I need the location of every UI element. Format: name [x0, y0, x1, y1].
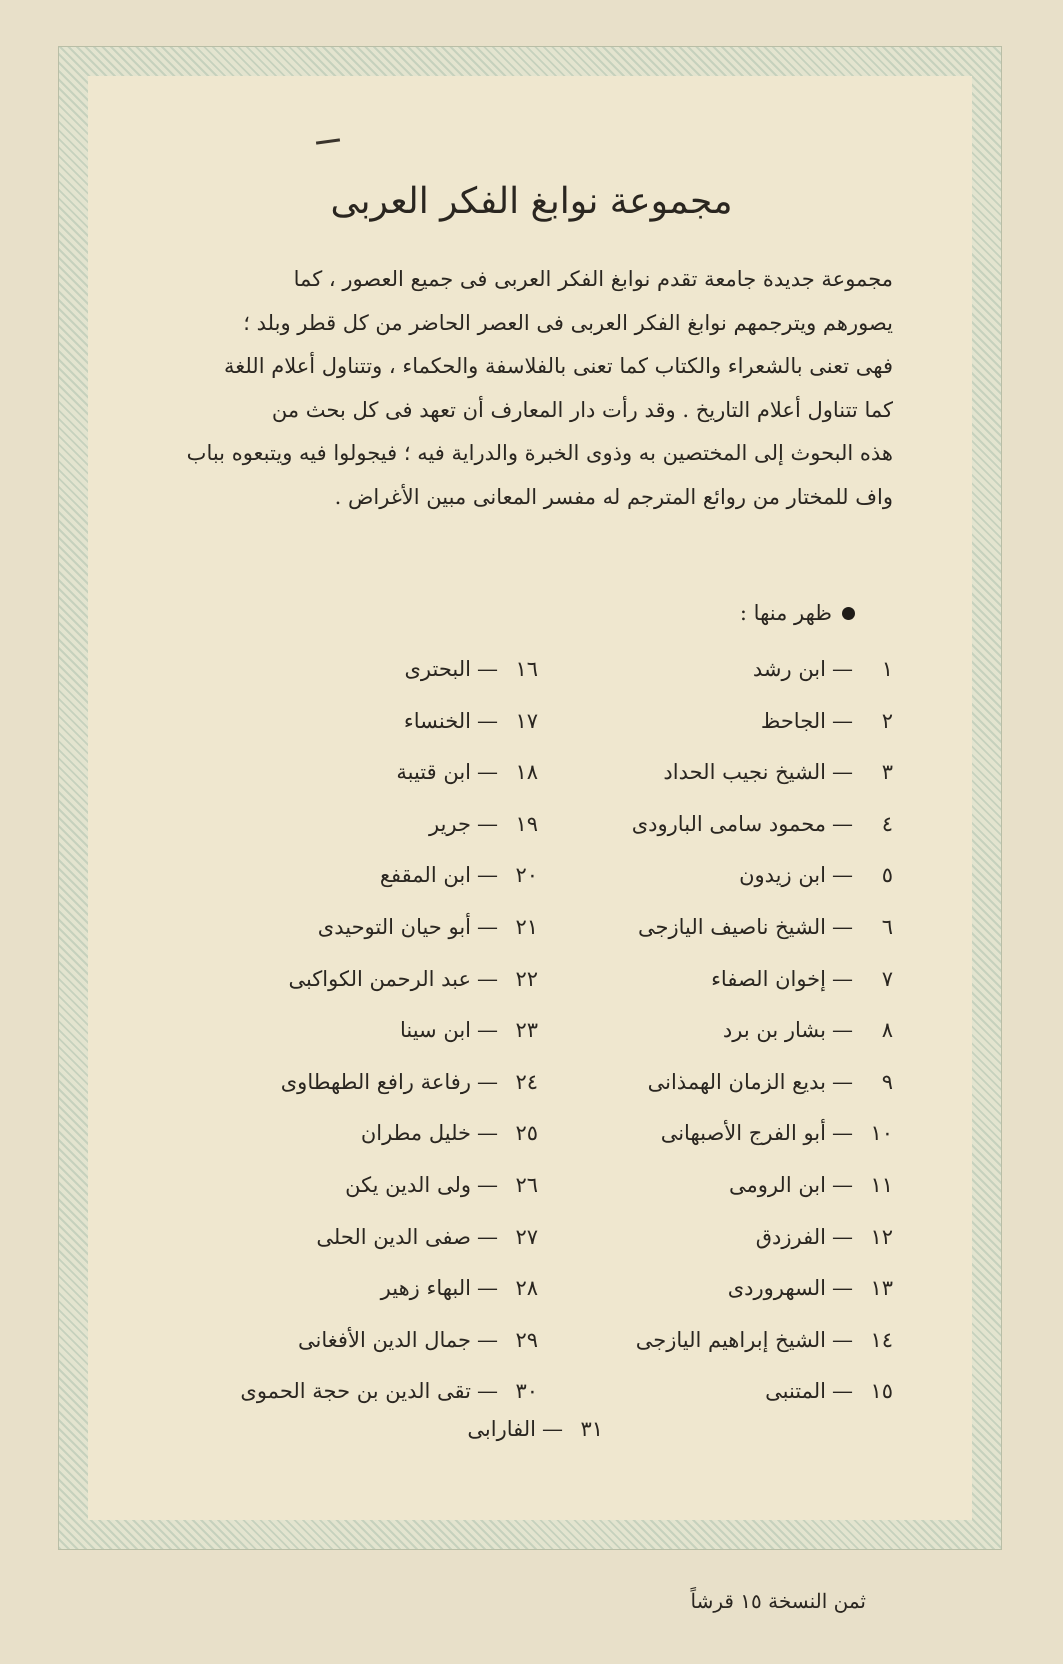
- list-item-name: صفى الدين الحلى: [316, 1224, 471, 1249]
- list-item-name: ابن المقفع: [379, 863, 471, 888]
- list-item-separator: —: [832, 708, 853, 733]
- list-item-separator: —: [832, 1069, 853, 1094]
- list-item-separator: —: [477, 863, 498, 888]
- list-item-separator: —: [832, 914, 853, 939]
- list-item-name: رفاعة رافع الطهطاوى: [280, 1069, 471, 1094]
- intro-paragraph: مجموعة جديدة جامعة تقدم نوابغ الفكر العربى فى جميع العصور ، كما يصورهم ويترجمهم نوابغ الفكر العربى فى العصر الحاضر من كل قطر وبلد ؛ فهى تعنى بالشعراء والكتاب كما تعنى بالفلاسفة والحكماء ، وتتناول أعلام اللغة كما تتناول أعلام التاريخ . وقد رأت دار المعارف أن تعهد فى كل بحث من هذه البحوث إلى المختصين به وذوى الخبرة والدراية فيه ؛ فيجولوا فيه ويتبعوه بباب واف للمختار من روائع المترجم له مفسر المعانى مبين الأغراض .: [186, 267, 893, 509]
- list-item: [240, 964, 538, 1016]
- list-item-number: ٨: [881, 1018, 893, 1043]
- list-item-name: أبو الفرج الأصبهانى: [660, 1121, 826, 1146]
- list-item-number: ٢٤: [515, 1069, 538, 1094]
- list-item: [240, 1325, 538, 1377]
- list-item: [240, 706, 538, 758]
- list-item-number: ١٢: [870, 1224, 893, 1249]
- list-item-number: ١٨: [515, 760, 538, 785]
- page-title: مجموعة نوابغ الفكر العربى: [330, 181, 733, 222]
- list-item-number: ٩: [881, 1069, 893, 1094]
- list-item: [632, 1273, 893, 1325]
- price-note: ثمن النسخة ١٥ قرشاً: [690, 1589, 866, 1613]
- list-item-separator: —: [832, 1224, 853, 1249]
- list-item-number: ١٦: [515, 657, 538, 681]
- list-item-number: ١٣: [870, 1276, 893, 1301]
- list-item-number: ٣٠: [515, 1379, 538, 1404]
- list-item-number: ٢٣: [515, 1018, 538, 1043]
- list-item-separator: —: [477, 811, 498, 836]
- list-item-number: ١٠: [870, 1121, 893, 1146]
- list-item: [632, 1118, 893, 1170]
- list-item-name: الفرزدق: [755, 1224, 826, 1249]
- list-item-name: ولى الدين يكن: [345, 1172, 471, 1197]
- list-item-name: عبد الرحمن الكواكبى: [288, 966, 471, 991]
- list-item-separator: —: [477, 1121, 498, 1146]
- list-item-number: ٢١: [515, 914, 538, 939]
- list-item-separator: —: [477, 914, 498, 939]
- list-item-number: ١٥: [870, 1379, 893, 1404]
- list-item-name: بشار بن برد: [722, 1018, 826, 1043]
- list-item-name: ابن الرومى: [728, 1172, 826, 1197]
- list-item: [632, 912, 893, 964]
- list-item-name: الفارابى: [467, 1417, 536, 1441]
- list-item: [632, 1325, 893, 1377]
- list-item: [240, 1067, 538, 1119]
- list-item: [240, 1118, 538, 1170]
- list-item-separator: —: [832, 1121, 853, 1146]
- list-item-number: ١٤: [870, 1327, 893, 1352]
- list-item-separator: —: [477, 1172, 498, 1197]
- list-item: [632, 1170, 893, 1222]
- list-item-number: ١١: [870, 1172, 893, 1197]
- list-item-separator: —: [832, 657, 853, 681]
- list-item-separator: —: [542, 1417, 563, 1441]
- list-item-separator: —: [832, 1327, 853, 1352]
- list-item-separator: —: [832, 966, 853, 991]
- list-item-number: ١٧: [515, 708, 538, 733]
- list-item: [632, 964, 893, 1016]
- list-item-separator: —: [477, 1327, 498, 1352]
- list-item: [240, 1170, 538, 1222]
- list-item-name: ابن سينا: [399, 1018, 471, 1043]
- list-item: [632, 809, 893, 861]
- list-item-name: ابن قتيبة: [396, 760, 471, 785]
- list-item-name: أبو حيان التوحيدى: [317, 914, 471, 939]
- list-item-name: ابن رشد: [752, 657, 826, 681]
- list-item: [240, 654, 538, 706]
- list-item-separator: —: [832, 1379, 853, 1404]
- list-item: [632, 1376, 893, 1428]
- list-item-name: تقى الدين بن حجة الحموى: [240, 1379, 471, 1404]
- bullet-icon: [842, 607, 855, 620]
- list-item-number: ٢٢: [515, 966, 538, 991]
- list-item-number: ٥: [881, 863, 893, 888]
- list-item: [240, 757, 538, 809]
- list-item: [632, 1067, 893, 1119]
- list-item: [240, 1015, 538, 1067]
- list-item-number: ٣: [881, 760, 893, 785]
- list-item-separator: —: [832, 760, 853, 785]
- list-item-separator: —: [832, 1172, 853, 1197]
- list-item-separator: —: [477, 1224, 498, 1249]
- list-item-number: ٢٧: [515, 1224, 538, 1249]
- list-item-name: ابن زيدون: [739, 863, 826, 888]
- list-item-separator: —: [477, 966, 498, 991]
- list-item-name: جمال الدين الأفغانى: [298, 1327, 471, 1352]
- list-item: [240, 1222, 538, 1274]
- list-item-number: ٢٦: [515, 1172, 538, 1197]
- list-item-number: ٦: [881, 914, 893, 939]
- list-item: [240, 809, 538, 861]
- list-item-number: ١٩: [515, 811, 538, 836]
- list-item-separator: —: [832, 811, 853, 836]
- list-item-name: الشيخ نجيب الحداد: [663, 760, 826, 785]
- list-column-right: [632, 654, 893, 1428]
- list-item-separator: —: [832, 863, 853, 888]
- list-column-left: [240, 654, 538, 1428]
- list-item-last: [467, 1414, 603, 1444]
- list-item-name: بديع الزمان الهمذانى: [647, 1069, 826, 1094]
- list-item-number: ١: [881, 657, 893, 681]
- list-item-separator: —: [477, 760, 498, 785]
- list-item-name: البحترى: [404, 657, 471, 681]
- list-item: [632, 654, 893, 706]
- list-item-separator: —: [477, 1069, 498, 1094]
- list-item: [240, 912, 538, 964]
- list-item-number: ٢٠: [515, 863, 538, 888]
- list-item: [632, 757, 893, 809]
- list-item-separator: —: [477, 1276, 498, 1301]
- list-item: [632, 1222, 893, 1274]
- list-item: [632, 1015, 893, 1067]
- list-item-separator: —: [832, 1018, 853, 1043]
- list-item-number: ٢٥: [515, 1121, 538, 1146]
- list-item: [632, 706, 893, 758]
- list-item: [240, 860, 538, 912]
- list-item: [240, 1273, 538, 1325]
- list-item: [632, 860, 893, 912]
- list-item-separator: —: [477, 1379, 498, 1404]
- list-item-name: الشيخ إبراهيم اليازجى: [635, 1327, 826, 1352]
- list-item-name: الخنساء: [403, 708, 471, 733]
- list-item-name: الشيخ ناصيف اليازجى: [638, 914, 826, 939]
- list-heading: [740, 598, 855, 628]
- list-item-number: ٢٨: [515, 1276, 538, 1301]
- list-item-separator: —: [477, 657, 498, 681]
- list-item-number: ٢: [881, 708, 893, 733]
- list-heading-label: ظهر منها :: [739, 601, 832, 625]
- list-item-number: ٧: [881, 966, 893, 991]
- list-item-separator: —: [477, 708, 498, 733]
- list-item-separator: —: [477, 1018, 498, 1043]
- list-item-number: ٢٩: [515, 1327, 538, 1352]
- list-item-name: الجاحظ: [760, 708, 826, 733]
- list-item-number: ٣١: [580, 1417, 603, 1441]
- list-item-name: خليل مطران: [360, 1121, 471, 1146]
- list-item-name: المتنبى: [765, 1379, 826, 1404]
- list-item-name: السهروردى: [727, 1276, 826, 1301]
- list-item-name: جرير: [429, 811, 471, 836]
- list-item-name: محمود سامى البارودى: [631, 811, 826, 836]
- list-item-name: البهاء زهير: [380, 1276, 471, 1301]
- list-item-number: ٤: [881, 811, 893, 836]
- list-item-name: إخوان الصفاء: [711, 966, 826, 991]
- list-item-separator: —: [832, 1276, 853, 1301]
